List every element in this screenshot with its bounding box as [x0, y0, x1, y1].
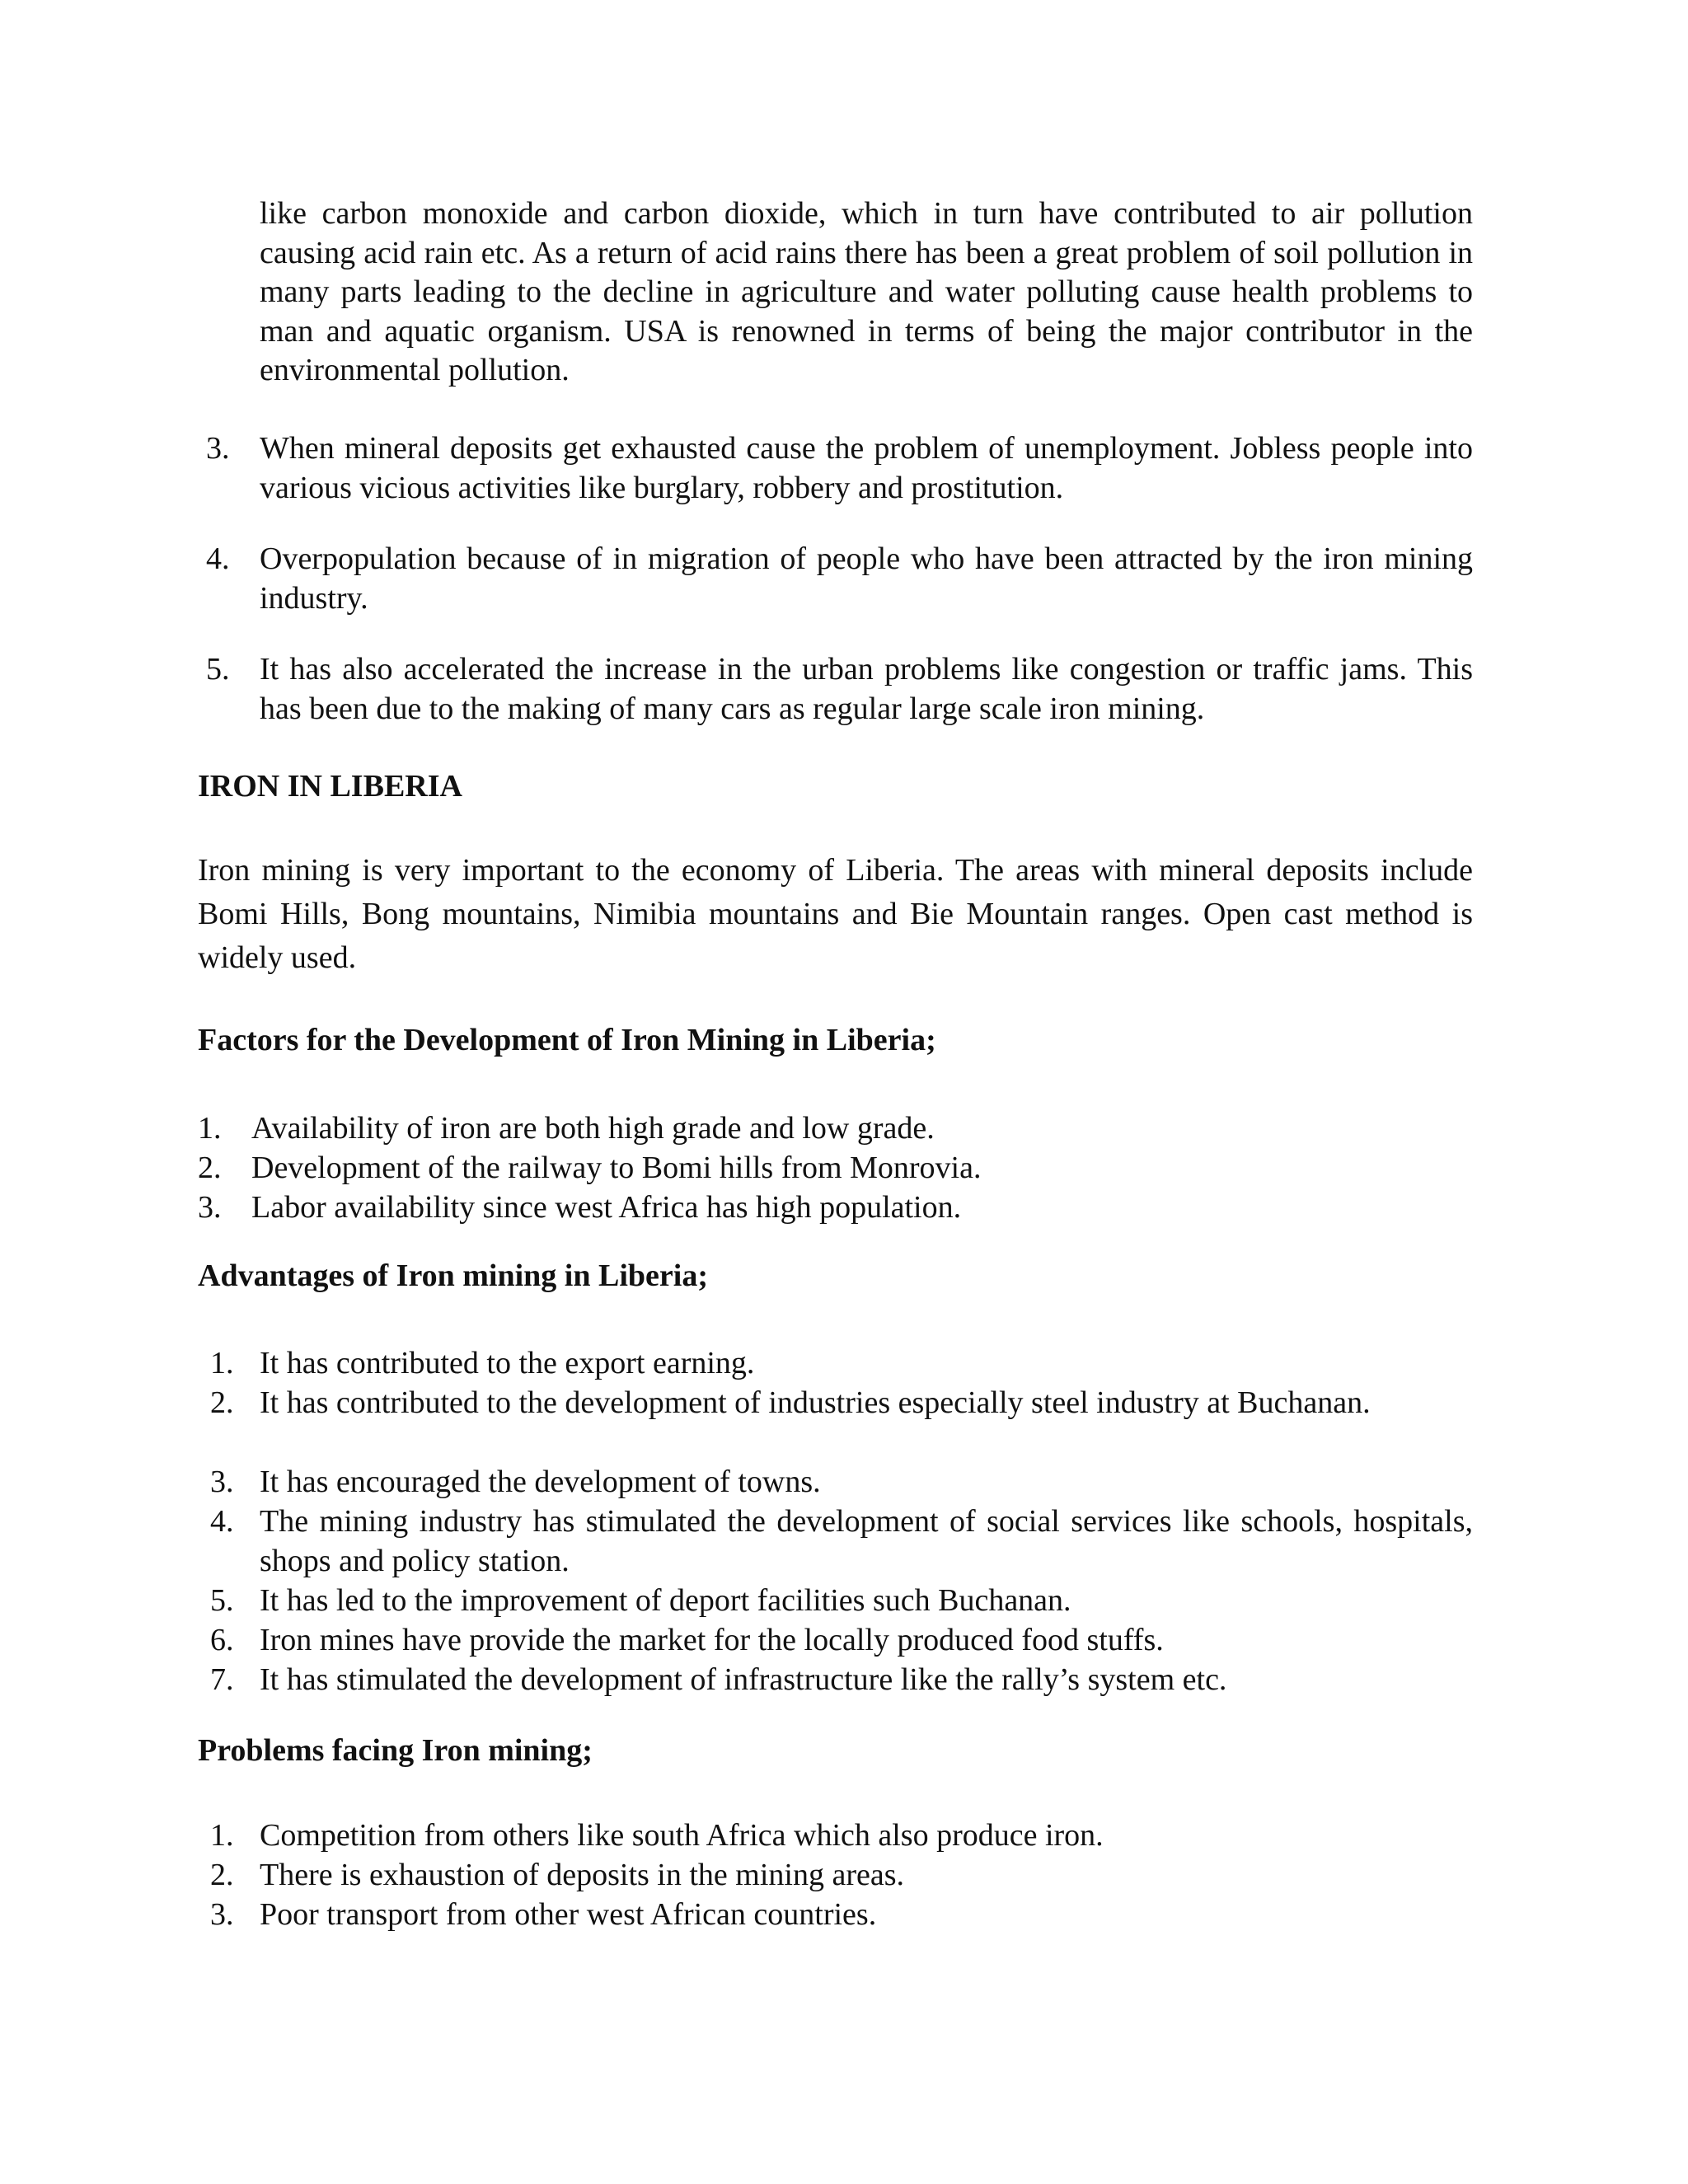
- problems-list-item: [210, 1895, 1473, 1934]
- advantages-list-item: [210, 1383, 1473, 1422]
- problems-list-item: [210, 1816, 1473, 1855]
- advantages-list-item: [210, 1581, 1473, 1620]
- factors-list-item: [198, 1188, 1473, 1227]
- intro-paragraph: like carbon monoxide and carbon dioxide, which in turn have contributed to air pollution causing acid rain etc. As a return of acid rains there has been a great problem of soil pollution in many parts leading to the decline in agriculture and water polluting cause health problems to man and aquatic organism. USA is renowned in terms of being the major contributor in the environmental pollution.: [260, 196, 1473, 387]
- list-item-text: When mineral deposits get exhausted cause the problem of unemployment. Jobless people into various vicious activities like burglary, robbery and prostitution.: [260, 431, 1473, 505]
- effects-list-item: [206, 539, 1473, 618]
- list-item-text: It has contributed to the development of industries especially steel industry at Buchanan.: [260, 1385, 1371, 1420]
- list-item-text: Labor availability since west Africa has high population.: [251, 1190, 962, 1225]
- list-number: 1.: [210, 1818, 234, 1853]
- list-number: 2.: [198, 1151, 222, 1185]
- list-item-text: Availability of iron are both high grade and low grade.: [251, 1111, 935, 1146]
- list-item-text: It has contributed to the export earning.: [260, 1346, 755, 1380]
- list-item-text: Development of the railway to Bomi hills from Monrovia.: [251, 1151, 982, 1185]
- list-number: 7.: [210, 1662, 234, 1697]
- factors-list-item: [198, 1108, 1473, 1148]
- list-number: 4.: [210, 1504, 234, 1539]
- list-number: 1.: [198, 1111, 222, 1146]
- list-number: 3.: [210, 1897, 234, 1932]
- list-number: 3.: [210, 1465, 234, 1499]
- advantages-list-item: [210, 1343, 1473, 1383]
- list-item-text: There is exhaustion of deposits in the mining areas.: [260, 1858, 904, 1892]
- problems-heading: Problems facing Iron mining;: [198, 1733, 593, 1768]
- list-item-text: Iron mines have provide the market for the locally produced food stuffs.: [260, 1623, 1164, 1657]
- list-number: 3.: [198, 1190, 222, 1225]
- advantages-list-item: [210, 1502, 1473, 1581]
- list-number: 5.: [206, 652, 230, 687]
- list-number: 1.: [210, 1346, 234, 1380]
- factors-list-item: [198, 1148, 1473, 1188]
- list-item-text: It has led to the improvement of deport facilities such Buchanan.: [260, 1583, 1071, 1618]
- liberia-paragraph: Iron mining is very important to the economy of Liberia. The areas with mineral deposits include Bomi Hills, Bong mountains, Nimibia mountains and Bie Mountain ranges. Open cast method is widely used.: [198, 853, 1473, 975]
- list-item-text: It has also accelerated the increase in the urban problems like congestion or traffic jams. This has been due to the making of many cars as regular large scale iron mining.: [260, 652, 1473, 726]
- list-number: 2.: [210, 1858, 234, 1892]
- list-item-text: The mining industry has stimulated the development of social services like schools, hospitals, shops and policy station.: [260, 1504, 1473, 1578]
- problems-list-item: [210, 1855, 1473, 1895]
- advantages-list-item: [210, 1462, 1473, 1502]
- advantages-heading: Advantages of Iron mining in Liberia;: [198, 1258, 708, 1293]
- section-heading: IRON IN LIBERIA: [198, 769, 462, 804]
- effects-list-item: [206, 429, 1473, 508]
- list-item-text: It has stimulated the development of infrastructure like the rally’s system etc.: [260, 1662, 1227, 1697]
- effects-list-item: [206, 649, 1473, 729]
- list-item-text: Overpopulation because of in migration of people who have been attracted by the iron mining industry.: [260, 541, 1473, 616]
- advantages-list-item: [210, 1620, 1473, 1660]
- list-number: 2.: [210, 1385, 234, 1420]
- list-item-text: Poor transport from other west African countries.: [260, 1897, 877, 1932]
- list-item-text: It has encouraged the development of towns.: [260, 1465, 821, 1499]
- factors-heading: Factors for the Development of Iron Mining in Liberia;: [198, 1023, 936, 1057]
- list-number: 3.: [206, 431, 230, 466]
- list-number: 5.: [210, 1583, 234, 1618]
- advantages-list-item: [210, 1660, 1473, 1699]
- list-item-text: Competition from others like south Africa which also produce iron.: [260, 1818, 1104, 1853]
- list-number: 6.: [210, 1623, 234, 1657]
- list-number: 4.: [206, 541, 230, 576]
